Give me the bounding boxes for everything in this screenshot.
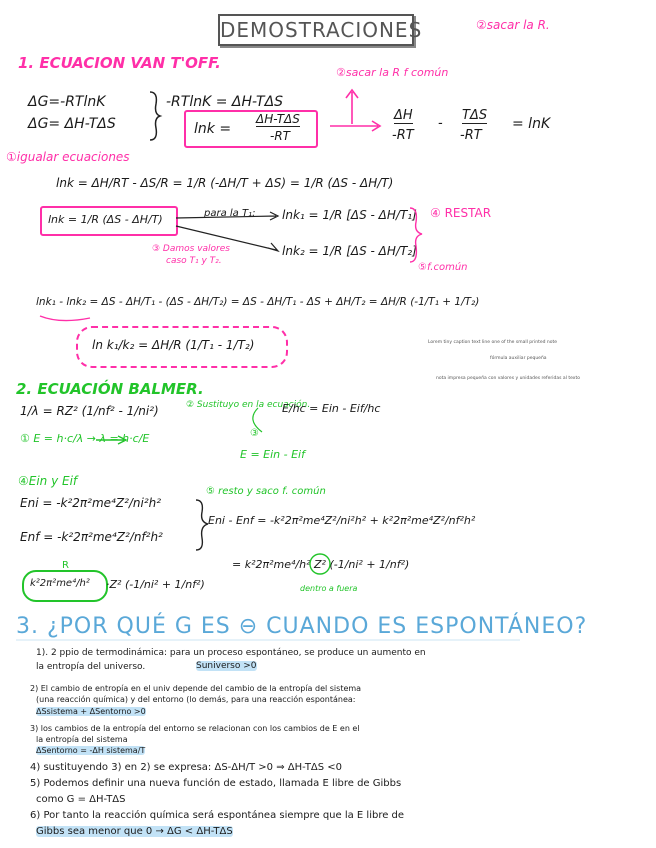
section-2-heading: 2. ECUACIÓN BALMER. [16, 380, 204, 398]
section-3-heading: 3. ¿POR QUÉ G ES ⊖ CUANDO ES ESPONTÁNEO? [16, 614, 588, 639]
para-t1: para la T₁: [204, 208, 256, 219]
note-igualar: ①igualar ecuaciones [6, 150, 130, 164]
note-sacar-r: ②sacar la R f común [336, 66, 449, 79]
tiny-note-2: fórmula auxiliar pequeña [490, 356, 547, 361]
eq-lnk1: lnk₁ = 1/R [ΔS - ΔH/T₁] [282, 208, 417, 222]
brace-1 [150, 92, 160, 140]
note-fcomun: ⑤f.común [418, 262, 468, 273]
res-den2: -RT [460, 128, 482, 143]
eq-lnk-line: lnk = ΔH/RT - ΔS/R = 1/R (-ΔH/T + ΔS) = 1/R (ΔS - ΔH/T) [56, 176, 394, 190]
pink-arrow-right [330, 121, 380, 131]
p5b: como G = ΔH-TΔS [36, 794, 126, 805]
arrow-energy [96, 436, 126, 444]
arrow-lnk2 [176, 226, 278, 251]
p1c: Suniverso >0 [196, 661, 257, 671]
res-num2: TΔS [462, 108, 488, 123]
res-minus: - [438, 116, 443, 131]
boxed-den: -RT [270, 129, 290, 143]
top-note: ②sacar la R. [476, 18, 550, 32]
eq-rtlnk: -RTlnK = ΔH-TΔS [166, 94, 284, 110]
p3c: ΔSentorno = -ΔH sistema/T [36, 746, 146, 755]
arrow-lnk1 [176, 212, 278, 220]
p2c: ΔSsistema + ΔSentorno >0 [36, 707, 146, 716]
boxed-lhs: lnk = [194, 121, 232, 137]
eq-energy: ① E = h·c/λ → λ = h·c/E [20, 432, 150, 445]
eq-frac: E/hc = Ein - Eif/hc [282, 402, 381, 415]
note-dentro: dentro a fuera [300, 584, 358, 593]
arrow-sust [253, 408, 262, 432]
brace-ein [196, 500, 208, 550]
eq-rest: Eni - Enf = -k²2π²me⁴Z²/ni²h² + k²2π²me⁴Z²/nf²h² [208, 514, 476, 527]
eq-diff: lnk₁ - lnk₂ = ΔS - ΔH/T₁ - (ΔS - ΔH/T₂) = ΔS - ΔH/T₁ - ΔS + ΔH/T₂ = ΔH/R (-1/T₁ + 1/T₂) [36, 296, 480, 308]
note-damos-2: caso T₁ y T₂. [166, 256, 222, 266]
boxed-num: ΔH-TΔS [256, 112, 300, 126]
p3: 3) los cambios de la entropía del entorno se relacionan con los cambios de E en el [30, 724, 360, 733]
p6: 6) Por tanto la reacción química será espontánea siempre que la E libre de [30, 810, 405, 821]
underline-diff [40, 316, 90, 321]
page-title: DEMOSTRACIONES [218, 14, 414, 46]
brace-restar [410, 208, 422, 262]
eq-g2: ΔG= ΔH-TΔS [28, 116, 116, 132]
eq-result-tail: ·Z² (-1/ni² + 1/nf²) [106, 578, 205, 591]
p6b: Gibbs sea menor que 0 → ΔG < ΔH-TΔS [36, 826, 233, 837]
section-1-heading: 1. ECUACION VAN T'OFF. [18, 54, 221, 72]
p1b: la entropía del universo. [36, 662, 146, 672]
res-den1: -RT [392, 128, 414, 143]
note-restar: ④ RESTAR [430, 206, 492, 220]
note-damos: ③ Damos valores [152, 244, 230, 254]
tiny-note-3: nota impresa pequeña con valores y unidades referidas al texto [436, 376, 580, 381]
boxed-rydberg-text: k²2π²me⁴/h² [30, 578, 90, 589]
note-resto: ⑤ resto y saco f. común [206, 486, 326, 497]
eq-lnk2: lnk₂ = 1/R [ΔS - ΔH/T₂] [282, 244, 417, 258]
tiny-note-1: Lorem tiny caption text line one of the small printed note [428, 340, 558, 345]
r-label: R [62, 560, 69, 571]
res-num1: ΔH [394, 108, 413, 123]
boxed-lnk-text: lnk = 1/R (ΔS - ΔH/T) [48, 213, 163, 226]
p5: 5) Podemos definir una nueva función de estado, llamada E libre de Gibbs [30, 778, 402, 789]
final-vanthoff: ln k₁/k₂ = ΔH/R (1/T₁ - 1/T₂) [92, 338, 255, 352]
note-sustituyo: ② Sustituyo en la ecuación. [186, 400, 311, 410]
circle-z2 [310, 554, 330, 574]
eq-rest-2: = k²2π²me⁴/h² Z² (-1/ni² + 1/nf²) [232, 558, 410, 571]
res-eq: = lnK [512, 116, 551, 132]
eq-g1: ΔG=-RTlnK [28, 94, 106, 110]
eq-e: E = Ein - Eif [240, 448, 305, 461]
ein-heading: ④Ein y Eif [18, 474, 78, 488]
p2b: (una reacción química) y del entorno (lo demás, para una reacción espontánea: [36, 695, 356, 704]
p4: 4) sustituyendo 3) en 2) se expresa: ΔS-ΔH/T >0 ⇒ ΔH-TΔS <0 [30, 762, 343, 773]
pink-arrow-up [346, 90, 358, 124]
eq-eni: Eni = -k²2π²me⁴Z²/ni²h² [20, 496, 162, 510]
p3b: la entropía del sistema [36, 735, 128, 744]
eq-enf: Enf = -k²2π²me⁴Z²/nf²h² [20, 530, 163, 544]
note-3: ③ [250, 428, 259, 439]
eq-rydberg: 1/λ = RZ² (1/nf² - 1/ni²) [20, 404, 159, 418]
p2: 2) El cambio de entropía en el univ depende del cambio de la entropía del sistema [30, 684, 362, 693]
p1: 1). 2 ppio de termodinámica: para un proceso espontáneo, se produce un aumento en [36, 648, 426, 658]
